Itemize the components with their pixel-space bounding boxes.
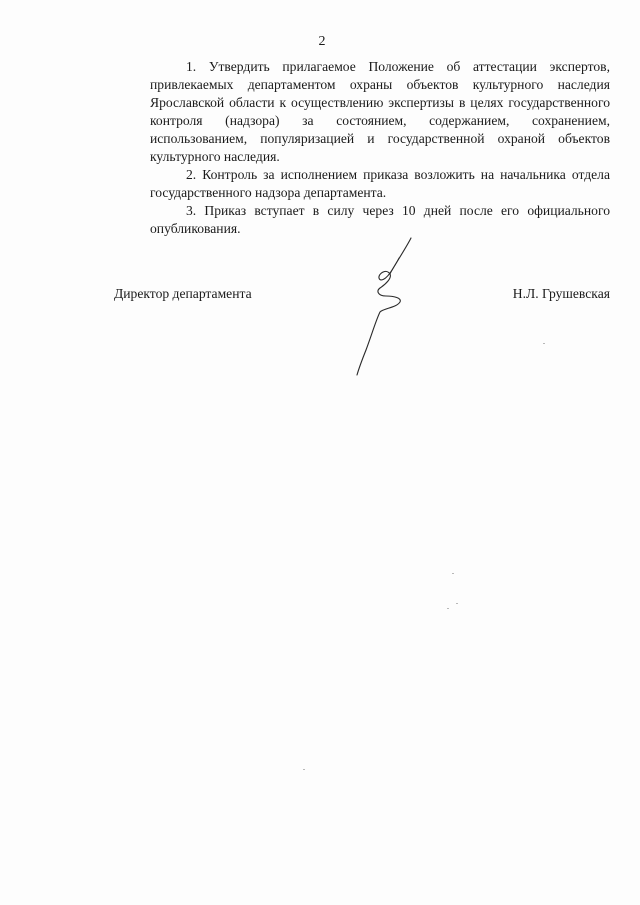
paragraph-1-line-6: культурного наследия. [150, 149, 280, 164]
paragraph-2-line-1: 2. Контроль за исполнением приказа возложить на начальника отдела [186, 167, 610, 182]
scan-speck [452, 573, 454, 574]
paragraph-1-line-3: Ярославской области к осуществлению экспертизы в целях государственного [150, 95, 610, 110]
order-body [114, 58, 610, 238]
scan-speck [447, 608, 449, 609]
paragraph-1-line-2: привлекаемых департаментом охраны объектов культурного наследия [150, 77, 610, 92]
paragraph-1-line-1: 1. Утвердить прилагаемое Положение об аттестации экспертов, [186, 59, 610, 74]
page-number: 2 [318, 34, 326, 49]
scan-speck [303, 769, 305, 770]
paragraph-3 [114, 202, 610, 238]
paragraph-3-line-2: опубликования. [150, 221, 241, 236]
handwritten-signature [352, 234, 422, 379]
signer-position: Директор департамента [114, 286, 252, 301]
paragraph-2-line-2: государственного надзора департамента. [150, 185, 387, 200]
paragraph-2 [114, 166, 610, 202]
scan-speck [543, 343, 545, 344]
paragraph-1 [114, 58, 610, 166]
signer-name: Н.Л. Грушевская [512, 286, 610, 301]
paragraph-1-line-4: контроля (надзора) за состоянием, содержанием, сохранением, [150, 113, 610, 128]
paragraph-3-line-1: 3. Приказ вступает в силу через 10 дней после его официального [186, 203, 610, 218]
paragraph-1-line-5: использованием, популяризацией и государственной охраной объектов [150, 131, 610, 146]
scan-speck [456, 603, 458, 604]
